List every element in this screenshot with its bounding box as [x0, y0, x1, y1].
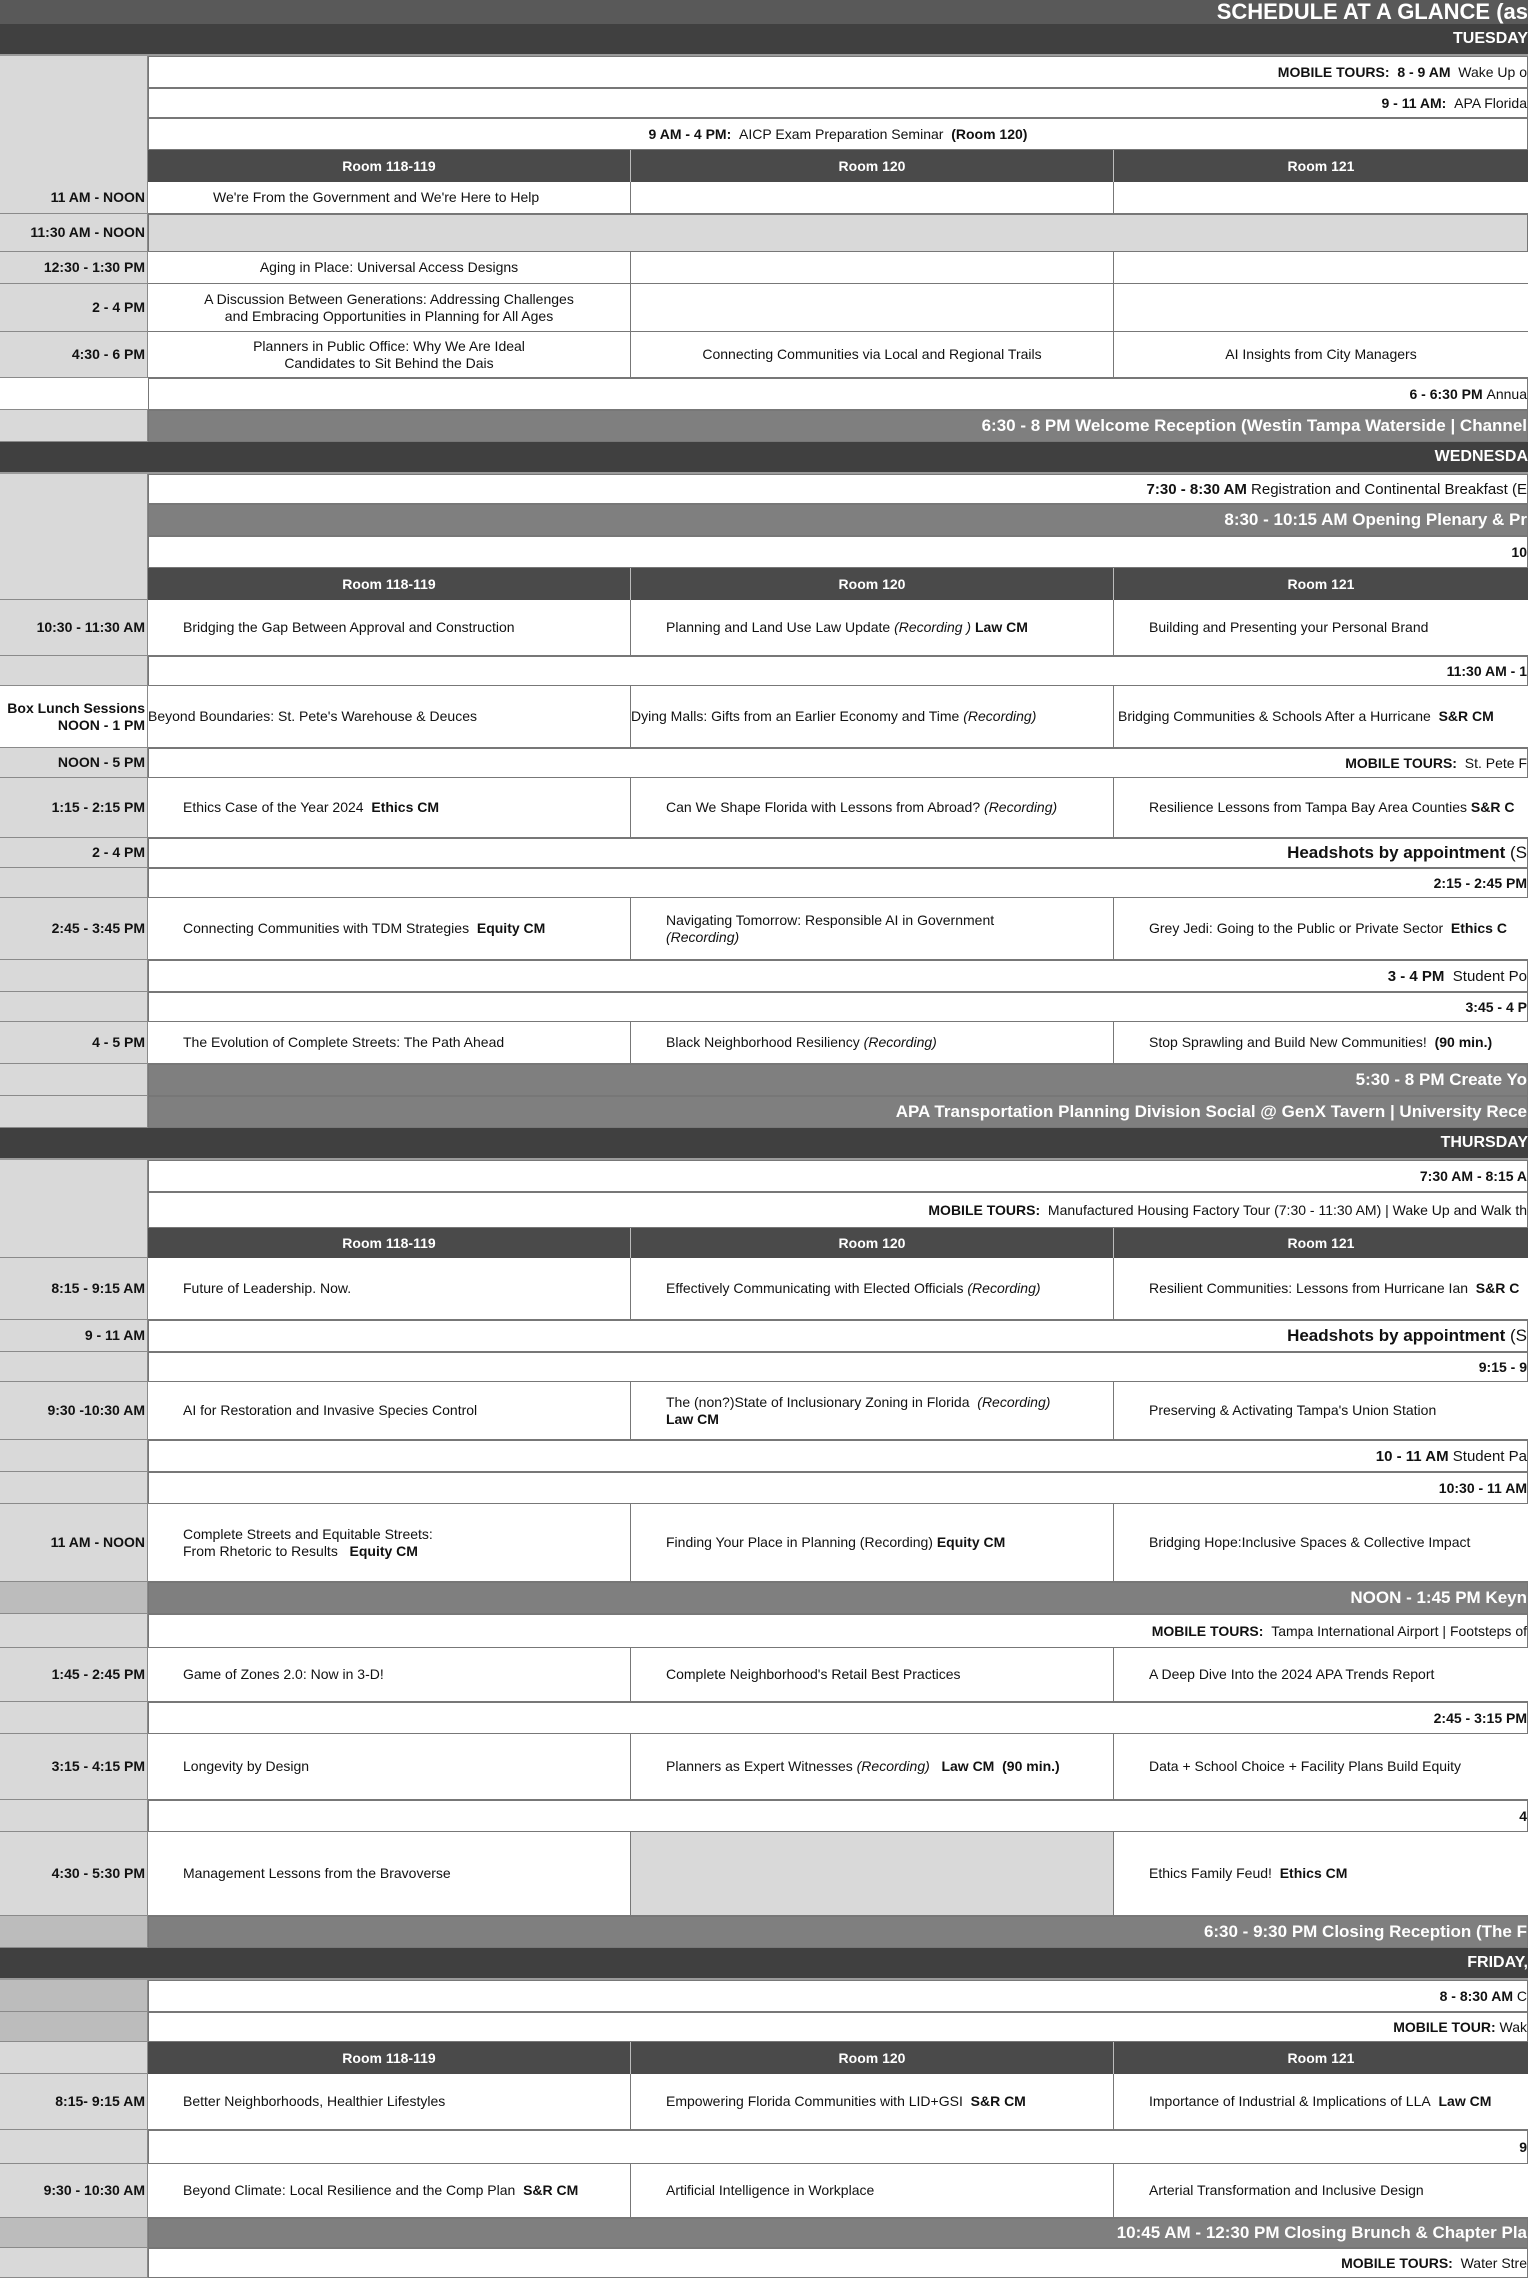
room-header: Room 120: [631, 1228, 1114, 1258]
page-title: SCHEDULE AT A GLANCE (as: [1216, 0, 1528, 24]
tue-mobile-tours-row: MOBILE TOURS: 8 - 9 AM Wake Up o: [0, 56, 1528, 88]
session-row: [0, 1382, 1528, 1440]
tue-apa-row: 9 - 11 AM: APA Florida: [0, 88, 1528, 118]
session-row: [0, 1832, 1528, 1916]
event-banner: 10:45 AM - 12:30 PM Closing Brunch & Chapter Pla: [1116, 2223, 1527, 2242]
session-cell: Beyond Boundaries: St. Pete's Warehouse & Deuces: [148, 686, 631, 748]
session-cell: Black Neighborhood Resiliency (Recording): [631, 1022, 1114, 1064]
session-cell: The Evolution of Complete Streets: The Path Ahead: [148, 1022, 631, 1064]
time-label: 12:30 - 1:30 PM: [0, 252, 148, 284]
wed-break-row: 11:30 AM - 1: [0, 656, 1528, 686]
room-header: Room 121: [1114, 568, 1528, 600]
session-cell-empty: [631, 1832, 1114, 1916]
session-cell: AI for Restoration and Invasive Species Control: [148, 1382, 631, 1440]
session-cell: Preserving & Activating Tampa's Union Station: [1114, 1382, 1528, 1440]
time-label: 11 AM - NOON: [0, 1504, 148, 1582]
tue-aicp-row: 9 AM - 4 PM: AICP Exam Preparation Seminar (Room 120): [0, 118, 1528, 150]
session-cell: Bridging Hope:Inclusive Spaces & Collective Impact: [1114, 1504, 1528, 1582]
wed-create-row: [0, 1064, 1528, 1096]
fri-tours-row: MOBILE TOURS: Water Stre: [0, 2248, 1528, 2278]
time-label: 9:30 - 10:30 AM: [0, 2164, 148, 2218]
session-cell: Connecting Communities via Local and Regional Trails: [631, 332, 1114, 378]
session-cell: Bridging Communities & Schools After a Hurricane S&R CM: [1114, 686, 1528, 748]
session-cell: The (non?)State of Inclusionary Zoning in Florida (Recording) Law CM: [631, 1382, 1114, 1440]
room-header: Room 118-119: [148, 2042, 631, 2074]
tue-reception-row: [0, 410, 1528, 442]
time-label: 9:30 -10:30 AM: [0, 1382, 148, 1440]
wed-break-row: 2:15 - 2:45 PM: [0, 868, 1528, 898]
session-cell: Planners as Expert Witnesses (Recording) Law CM (90 min.): [631, 1734, 1114, 1800]
thu-break-row: 9:15 - 9: [0, 1352, 1528, 1382]
time-label: 2 - 4 PM: [0, 284, 148, 332]
session-row: [0, 1648, 1528, 1702]
session-row: [0, 1022, 1528, 1064]
room-header-row: [0, 150, 1528, 182]
thu-break-row: 4: [0, 1800, 1528, 1832]
day-bar-friday: [0, 1948, 1528, 1980]
wed-student-row: 3 - 4 PM Student Po: [0, 960, 1528, 992]
day-bar-tuesday: [0, 24, 1528, 56]
wed-ten-row: 10: [0, 536, 1528, 568]
event-banner: NOON - 1:45 PM Keyn: [1350, 1588, 1527, 1607]
session-cell: Longevity by Design: [148, 1734, 631, 1800]
wed-social-row: [0, 1096, 1528, 1128]
tours-label: MOBILE TOURS:: [1277, 64, 1390, 80]
thu-headshots-row: 9 - 11 AM Headshots by appointment (S: [0, 1320, 1528, 1352]
session-cell: Finding Your Place in Planning (Recording) Equity CM: [631, 1504, 1114, 1582]
room-header: Room 118-119: [148, 1228, 631, 1258]
day-label: FRIDAY,: [1467, 1954, 1528, 1971]
session-cell: Ethics Family Feud! Ethics CM: [1114, 1832, 1528, 1916]
session-cell: Stop Sprawling and Build New Communities! (90 min.): [1114, 1022, 1528, 1064]
session-cell: Future of Leadership. Now.: [148, 1258, 631, 1320]
room-header: Room 120: [631, 568, 1114, 600]
day-bar-wednesday: [0, 442, 1528, 474]
session-cell: Grey Jedi: Going to the Public or Private Sector Ethics C: [1114, 898, 1528, 960]
time-label: 4:30 - 6 PM: [0, 332, 148, 378]
session-row: [0, 1258, 1528, 1320]
session-cell: Complete Streets and Equitable Streets: From Rhetoric to Results Equity CM: [148, 1504, 631, 1582]
room-header-row: [0, 1228, 1528, 1258]
session-row: [0, 332, 1528, 378]
session-cell: Data + School Choice + Facility Plans Build Equity: [1114, 1734, 1528, 1800]
session-cell: Ethics Case of the Year 2024 Ethics CM: [148, 778, 631, 838]
session-cell: Bridging the Gap Between Approval and Construction: [148, 600, 631, 656]
time-label: 3:15 - 4:15 PM: [0, 1734, 148, 1800]
tue-annual-row: 6 - 6:30 PM Annua: [0, 378, 1528, 410]
room-header-row: [0, 568, 1528, 600]
session-cell: Resilience Lessons from Tampa Bay Area Counties S&R C: [1114, 778, 1528, 838]
time-label: 2:45 - 3:45 PM: [0, 898, 148, 960]
room-header: Room 118-119: [148, 568, 631, 600]
time-label: 10:30 - 11:30 AM: [0, 600, 148, 656]
event-banner: 6:30 - 9:30 PM Closing Reception (The F: [1203, 1922, 1527, 1941]
time-label: 9 - 11 AM: [0, 1320, 148, 1352]
session-cell: Effectively Communicating with Elected Officials (Recording): [631, 1258, 1114, 1320]
session-cell: Dying Malls: Gifts from an Earlier Economy and Time (Recording): [631, 686, 1114, 748]
session-cell: Empowering Florida Communities with LID+GSI S&R CM: [631, 2074, 1114, 2130]
time-label: 8:15 - 9:15 AM: [0, 1258, 148, 1320]
thu-keynote-row: [0, 1582, 1528, 1614]
room-header: Room 120: [631, 2042, 1114, 2074]
day-label: WEDNESDA: [1434, 448, 1528, 465]
session-cell: A Discussion Between Generations: Addressing Challenges and Embracing Opportunities in Planning for All Ages: [148, 284, 631, 332]
thu-break-row: 2:45 - 3:15 PM: [0, 1702, 1528, 1734]
session-cell: Resilient Communities: Lessons from Hurricane Ian S&R C: [1114, 1258, 1528, 1320]
fri-break-row: 9: [0, 2130, 1528, 2164]
session-row: [0, 1504, 1528, 1582]
fri-c-row: 8 - 8:30 AM C: [0, 1980, 1528, 2012]
session-cell: Planning and Land Use Law Update (Recording ) Law CM: [631, 600, 1114, 656]
session-cell: Arterial Transformation and Inclusive Design: [1114, 2164, 1528, 2218]
room-header: Room 121: [1114, 1228, 1528, 1258]
day-bar-thursday: [0, 1128, 1528, 1160]
session-cell: Management Lessons from the Bravoverse: [148, 1832, 631, 1916]
session-cell: Building and Presenting your Personal Brand: [1114, 600, 1528, 656]
time-label: 11 AM - NOON: [0, 182, 148, 214]
session-row: [0, 1734, 1528, 1800]
event-banner: 8:30 - 10:15 AM Opening Plenary & Pr: [1224, 510, 1527, 529]
room-header: Room 121: [1114, 150, 1528, 182]
session-cell: Can We Shape Florida with Lessons from Abroad? (Recording): [631, 778, 1114, 838]
time-label: 11:30 AM - NOON: [0, 214, 148, 252]
room-header: Room 121: [1114, 2042, 1528, 2074]
thu-break-row: 10:30 - 11 AM: [0, 1472, 1528, 1504]
room-header: Room 118-119: [148, 150, 631, 182]
session-row: [0, 778, 1528, 838]
session-row: [0, 600, 1528, 656]
room-header: Room 120: [631, 150, 1114, 182]
session-cell: Aging in Place: Universal Access Designs: [148, 252, 631, 284]
session-cell: We're From the Government and We're Here to Help: [148, 182, 631, 214]
time-label: 1:45 - 2:45 PM: [0, 1648, 148, 1702]
session-cell: Importance of Industrial & Implications of LLA Law CM: [1114, 2074, 1528, 2130]
session-row: [0, 898, 1528, 960]
wed-plenary-row: [0, 504, 1528, 536]
session-cell: Better Neighborhoods, Healthier Lifestyles: [148, 2074, 631, 2130]
day-label: THURSDAY: [1440, 1134, 1528, 1151]
session-cell: A Deep Dive Into the 2024 APA Trends Report: [1114, 1648, 1528, 1702]
thu-tours-row: MOBILE TOURS: Manufactured Housing Factory Tour (7:30 - 11:30 AM) | Wake Up and Walk th: [0, 1192, 1528, 1228]
session-row: [0, 182, 1528, 214]
session-row: [0, 214, 1528, 252]
session-row: [0, 252, 1528, 284]
session-cell: Complete Neighborhood's Retail Best Practices: [631, 1648, 1114, 1702]
wed-tours-row: NOON - 5 PM MOBILE TOURS: St. Pete F: [0, 748, 1528, 778]
session-row: [0, 2164, 1528, 2218]
time-label: 4 - 5 PM: [0, 1022, 148, 1064]
session-row: [0, 686, 1528, 748]
session-cell: Artificial Intelligence in Workplace: [631, 2164, 1114, 2218]
thu-student-row: 10 - 11 AM Student Pa: [0, 1440, 1528, 1472]
day-label: TUESDAY: [1453, 30, 1528, 47]
session-cell: Navigating Tomorrow: Responsible AI in Government (Recording): [631, 898, 1114, 960]
thu-closing-row: [0, 1916, 1528, 1948]
session-row: [0, 2074, 1528, 2130]
event-banner: APA Transportation Planning Division Social @ GenX Tavern | University Rece: [895, 1102, 1527, 1121]
fri-brunch-row: [0, 2218, 1528, 2248]
fri-tour-row: MOBILE TOUR: Wak: [0, 2012, 1528, 2042]
session-row: [0, 284, 1528, 332]
session-cell: Planners in Public Office: Why We Are Ideal Candidates to Sit Behind the Dais: [148, 332, 631, 378]
title-bar: [0, 0, 1528, 24]
time-label: 1:15 - 2:15 PM: [0, 778, 148, 838]
time-label: 4:30 - 5:30 PM: [0, 1832, 148, 1916]
time-label: NOON - 5 PM: [0, 748, 148, 778]
session-cell: Beyond Climate: Local Resilience and the Comp Plan S&R CM: [148, 2164, 631, 2218]
wed-reg-row: 7:30 - 8:30 AM Registration and Continental Breakfast (E: [0, 474, 1528, 504]
room-header-row: [0, 2042, 1528, 2074]
session-cell: AI Insights from City Managers: [1114, 332, 1528, 378]
wed-headshots-row: 2 - 4 PM Headshots by appointment (S: [0, 838, 1528, 868]
time-label: Box Lunch Sessions NOON - 1 PM: [0, 686, 148, 748]
time-label: 8:15- 9:15 AM: [0, 2074, 148, 2130]
session-cell: Connecting Communities with TDM Strategies Equity CM: [148, 898, 631, 960]
event-banner: 5:30 - 8 PM Create Yo: [1355, 1070, 1527, 1089]
thu-tours-row: MOBILE TOURS: Tampa International Airport | Footsteps of: [0, 1614, 1528, 1648]
thu-breakfast-row: 7:30 AM - 8:15 A: [0, 1160, 1528, 1192]
time-label: 2 - 4 PM: [0, 838, 148, 868]
event-banner: 6:30 - 8 PM Welcome Reception (Westin Tampa Waterside | Channel: [981, 416, 1527, 435]
session-cell: Game of Zones 2.0: Now in 3-D!: [148, 1648, 631, 1702]
wed-break-row: 3:45 - 4 P: [0, 992, 1528, 1022]
